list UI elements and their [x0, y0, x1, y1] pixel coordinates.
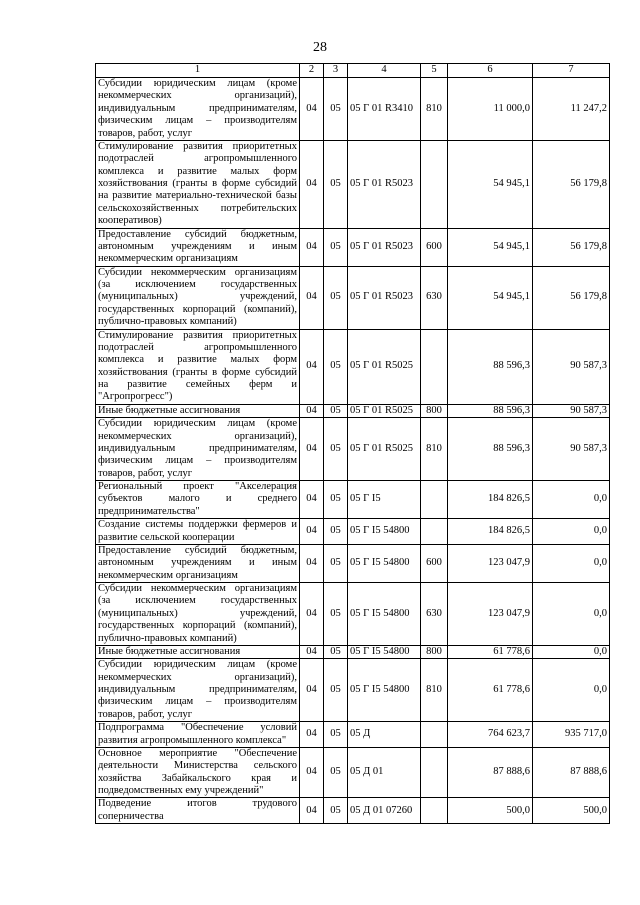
table-row: [96, 266, 610, 329]
amount-year1-cell: 500,0: [448, 798, 533, 824]
target-article-cell: 05 Д: [348, 722, 421, 748]
section-cell: 04: [300, 798, 324, 824]
subsection-cell: 05: [324, 747, 348, 798]
expense-type-cell: 810: [421, 78, 448, 141]
amount-year2-cell: 56 179,8: [533, 266, 610, 329]
amount-year2-cell: 0,0: [533, 583, 610, 646]
section-cell: 04: [300, 140, 324, 228]
row-name-cell: Подведение итогов трудового соперничества: [96, 798, 300, 824]
amount-year2-cell: 56 179,8: [533, 228, 610, 266]
target-article-cell: 05 Г I5 54800: [348, 659, 421, 722]
target-article-cell: 05 Г I5 54800: [348, 583, 421, 646]
amount-year1-cell: 88 596,3: [448, 329, 533, 404]
row-name-cell: Субсидии юридическим лицам (кроме некоммерческих организаций), индивидуальным предпринимателям, физическим лицам – производителям товаров, работ, услуг: [96, 78, 300, 141]
expense-type-cell: [421, 140, 448, 228]
row-name-cell: Региональный проект "Акселерация субъектов малого и среднего предпринимательства": [96, 481, 300, 519]
amount-year2-cell: 11 247,2: [533, 78, 610, 141]
table-row: [96, 583, 610, 646]
amount-year1-cell: 184 826,5: [448, 519, 533, 545]
target-article-cell: 05 Г I5 54800: [348, 519, 421, 545]
budget-table: [95, 63, 610, 824]
amount-year2-cell: 56 179,8: [533, 140, 610, 228]
table-row: [96, 404, 610, 417]
amount-year2-cell: 0,0: [533, 645, 610, 658]
section-cell: 04: [300, 404, 324, 417]
column-header: 5: [421, 64, 448, 78]
amount-year2-cell: 90 587,3: [533, 329, 610, 404]
table-row: [96, 645, 610, 658]
amount-year1-cell: 54 945,1: [448, 228, 533, 266]
row-name-cell: Основное мероприятие "Обеспечение деятельности Министерства сельского хозяйства Забайкальского края и подведомственных ему учреждений": [96, 747, 300, 798]
target-article-cell: 05 Д 01 07260: [348, 798, 421, 824]
section-cell: 04: [300, 659, 324, 722]
section-cell: 04: [300, 544, 324, 582]
table-row: [96, 140, 610, 228]
amount-year1-cell: 87 888,6: [448, 747, 533, 798]
section-cell: 04: [300, 418, 324, 481]
section-cell: 04: [300, 481, 324, 519]
table-header-row: [96, 64, 610, 78]
subsection-cell: 05: [324, 78, 348, 141]
subsection-cell: 05: [324, 798, 348, 824]
subsection-cell: 05: [324, 519, 348, 545]
row-name-cell: Стимулирование развития приоритетных подотраслей агропромышленного комплекса и развитие малых форм хозяйствования (гранты в форме субсидий на развитие материально-технической базы сельскохозяйственных потребительских кооперативов): [96, 140, 300, 228]
amount-year2-cell: 90 587,3: [533, 404, 610, 417]
row-name-cell: Предоставление субсидий бюджетным, автономным учреждениям и иным некоммерческим организациям: [96, 544, 300, 582]
target-article-cell: 05 Г I5: [348, 481, 421, 519]
row-name-cell: Субсидии некоммерческим организациям (за исключением государственных (муниципальных) учреждений, государственных корпораций (компаний), публично-правовых компаний): [96, 583, 300, 646]
subsection-cell: 05: [324, 228, 348, 266]
section-cell: 04: [300, 722, 324, 748]
row-name-cell: Подпрограмма "Обеспечение условий развития агропромышленного комплекса": [96, 722, 300, 748]
target-article-cell: 05 Г 01 R5023: [348, 140, 421, 228]
target-article-cell: 05 Г 01 R5025: [348, 418, 421, 481]
expense-type-cell: [421, 747, 448, 798]
table-row: [96, 544, 610, 582]
subsection-cell: 05: [324, 418, 348, 481]
amount-year1-cell: 184 826,5: [448, 481, 533, 519]
expense-type-cell: [421, 329, 448, 404]
subsection-cell: 05: [324, 544, 348, 582]
column-header: 7: [533, 64, 610, 78]
row-name-cell: Субсидии юридическим лицам (кроме некоммерческих организаций), индивидуальным предпринимателям, физическим лицам – производителям товаров, работ, услуг: [96, 659, 300, 722]
expense-type-cell: [421, 798, 448, 824]
subsection-cell: 05: [324, 583, 348, 646]
section-cell: 04: [300, 645, 324, 658]
amount-year1-cell: 88 596,3: [448, 418, 533, 481]
table-row: [96, 228, 610, 266]
row-name-cell: Субсидии некоммерческим организациям (за исключением государственных (муниципальных) учреждений, государственных корпораций (компаний), публично-правовых компаний): [96, 266, 300, 329]
subsection-cell: 05: [324, 404, 348, 417]
table-row: [96, 78, 610, 141]
amount-year1-cell: 54 945,1: [448, 140, 533, 228]
expense-type-cell: 800: [421, 404, 448, 417]
amount-year1-cell: 11 000,0: [448, 78, 533, 141]
table-row: [96, 747, 610, 798]
amount-year1-cell: 764 623,7: [448, 722, 533, 748]
expense-type-cell: [421, 519, 448, 545]
expense-type-cell: [421, 722, 448, 748]
section-cell: 04: [300, 519, 324, 545]
amount-year2-cell: 0,0: [533, 519, 610, 545]
amount-year2-cell: 87 888,6: [533, 747, 610, 798]
target-article-cell: 05 Г 01 R5023: [348, 266, 421, 329]
target-article-cell: 05 Г 01 R5023: [348, 228, 421, 266]
expense-type-cell: 810: [421, 659, 448, 722]
target-article-cell: 05 Г 01 R3410: [348, 78, 421, 141]
column-header: 2: [300, 64, 324, 78]
subsection-cell: 05: [324, 659, 348, 722]
table-row: [96, 481, 610, 519]
table-row: [96, 418, 610, 481]
amount-year2-cell: 0,0: [533, 659, 610, 722]
column-header: 3: [324, 64, 348, 78]
table-row: [96, 519, 610, 545]
row-name-cell: Иные бюджетные ассигнования: [96, 645, 300, 658]
amount-year1-cell: 61 778,6: [448, 659, 533, 722]
expense-type-cell: 800: [421, 645, 448, 658]
subsection-cell: 05: [324, 722, 348, 748]
amount-year2-cell: 500,0: [533, 798, 610, 824]
amount-year1-cell: 88 596,3: [448, 404, 533, 417]
amount-year2-cell: 0,0: [533, 544, 610, 582]
amount-year1-cell: 123 047,9: [448, 583, 533, 646]
column-header: 6: [448, 64, 533, 78]
amount-year2-cell: 0,0: [533, 481, 610, 519]
target-article-cell: 05 Г 01 R5025: [348, 404, 421, 417]
row-name-cell: Предоставление субсидий бюджетным, автономным учреждениям и иным некоммерческим организациям: [96, 228, 300, 266]
subsection-cell: 05: [324, 329, 348, 404]
table-row: [96, 329, 610, 404]
section-cell: 04: [300, 329, 324, 404]
subsection-cell: 05: [324, 481, 348, 519]
row-name-cell: Стимулирование развития приоритетных подотраслей агропромышленного комплекса и развитие малых форм хозяйствования (гранты в форме субсидий на развитие семейных ферм и "Агропрогресс"): [96, 329, 300, 404]
column-header: 4: [348, 64, 421, 78]
expense-type-cell: 630: [421, 583, 448, 646]
table-row: [96, 798, 610, 824]
section-cell: 04: [300, 266, 324, 329]
section-cell: 04: [300, 78, 324, 141]
amount-year1-cell: 123 047,9: [448, 544, 533, 582]
amount-year1-cell: 61 778,6: [448, 645, 533, 658]
row-name-cell: Субсидии юридическим лицам (кроме некоммерческих организаций), индивидуальным предпринимателям, физическим лицам – производителям товаров, работ, услуг: [96, 418, 300, 481]
row-name-cell: Иные бюджетные ассигнования: [96, 404, 300, 417]
table-row: [96, 659, 610, 722]
row-name-cell: Создание системы поддержки фермеров и развитие сельской кооперации: [96, 519, 300, 545]
expense-type-cell: 600: [421, 228, 448, 266]
target-article-cell: 05 Г I5 54800: [348, 645, 421, 658]
expense-type-cell: [421, 481, 448, 519]
target-article-cell: 05 Г I5 54800: [348, 544, 421, 582]
table-row: [96, 722, 610, 748]
target-article-cell: 05 Д 01: [348, 747, 421, 798]
column-header: 1: [96, 64, 300, 78]
section-cell: 04: [300, 747, 324, 798]
expense-type-cell: 630: [421, 266, 448, 329]
expense-type-cell: 810: [421, 418, 448, 481]
target-article-cell: 05 Г 01 R5025: [348, 329, 421, 404]
section-cell: 04: [300, 228, 324, 266]
subsection-cell: 05: [324, 140, 348, 228]
section-cell: 04: [300, 583, 324, 646]
amount-year2-cell: 935 717,0: [533, 722, 610, 748]
subsection-cell: 05: [324, 266, 348, 329]
amount-year1-cell: 54 945,1: [448, 266, 533, 329]
expense-type-cell: 600: [421, 544, 448, 582]
amount-year2-cell: 90 587,3: [533, 418, 610, 481]
subsection-cell: 05: [324, 645, 348, 658]
page-number: 28: [313, 40, 327, 55]
